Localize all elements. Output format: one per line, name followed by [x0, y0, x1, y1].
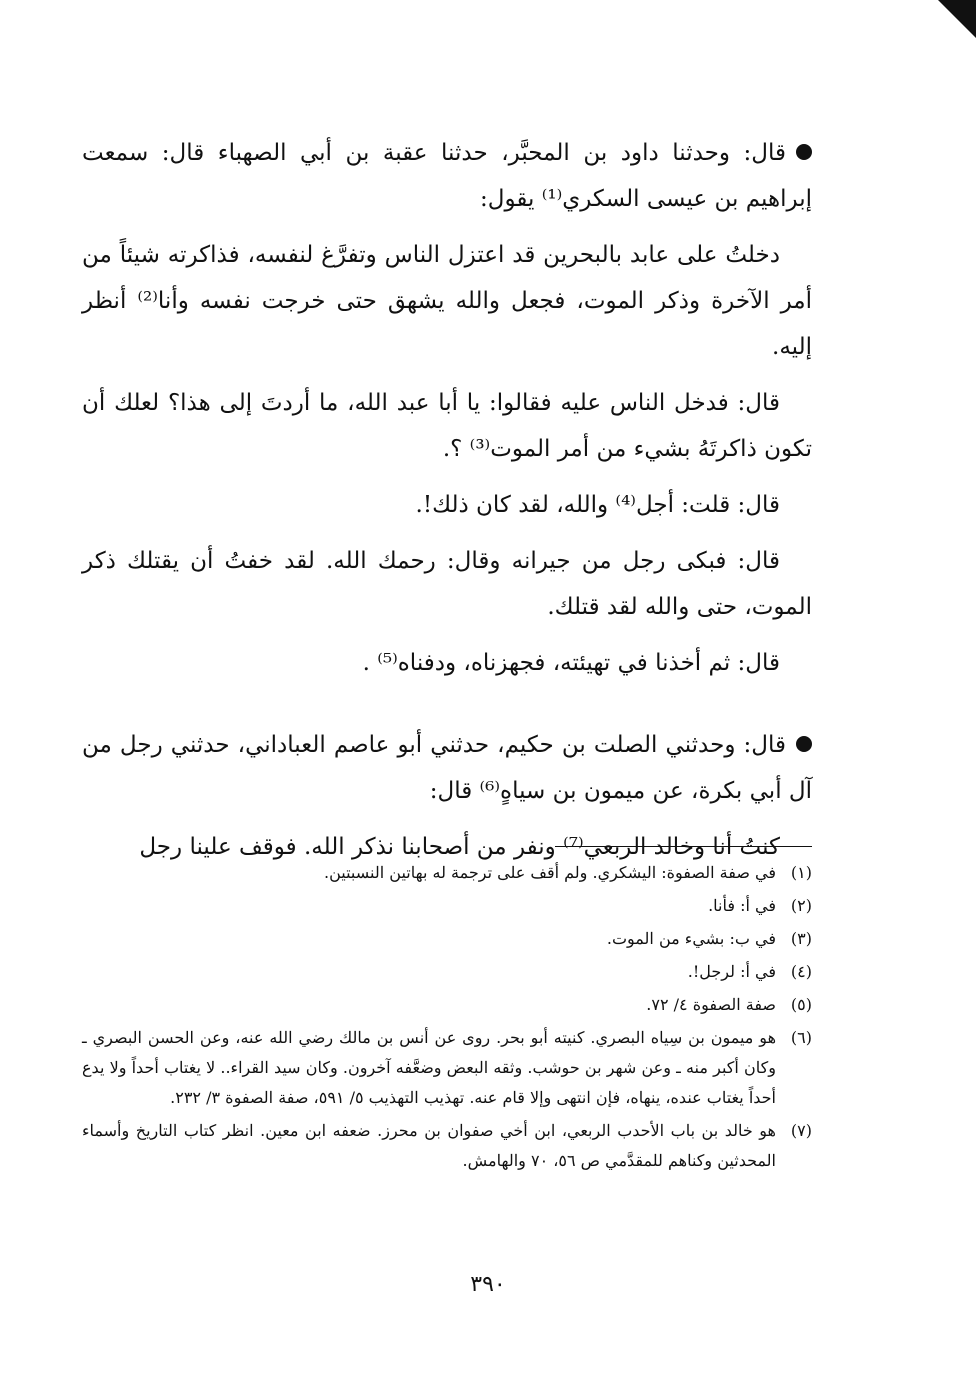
footnote-text: صفة الصفوة ٤/ ٧٢.	[646, 995, 776, 1014]
paragraph	[82, 482, 812, 528]
paragraph-text: دخلتُ على عابد بالبحرين قد اعتزل الناس وتفرَّغ لنفسه، فذاكرته شيئاً من أمر الآخرة وذكر الموت، فجعل والله يشهق حتى خرجت نفسه وأنا⁽²⁾ أنظر إليه.	[82, 242, 813, 360]
corner-mark	[938, 0, 976, 38]
paragraph-text: قال: ثم أخذنا في تهيئته، فجهزناه، ودفناه⁽⁵⁾ .	[362, 650, 780, 676]
footnote	[82, 924, 812, 954]
paragraph	[82, 380, 812, 472]
footnote-text: في صفة الصفوة: اليشكري. ولم أقف على ترجمة له بهاتين النسبتين.	[324, 863, 776, 882]
footnote-text: في ب: بشيء من الموت.	[606, 929, 776, 948]
bullet-icon	[796, 144, 812, 160]
paragraph-text: قال: فدخل الناس عليه فقالوا: يا أبا عبد الله، ما أردتَ إلى هذا؟ لعلك أن تكون ذاكرتَهُ بشيء من أمر الموت⁽³⁾ ؟.	[82, 390, 812, 462]
footnote-number: (٥)	[790, 995, 812, 1014]
paragraph-text: قال: فبكى رجل من جيرانه وقال: رحمك الله. لقد خفتُ أن يقتلك ذكر الموت، حتى والله لقد قتلك.	[82, 548, 812, 620]
paragraph-text: قال: وحدثني الصلت بن حكيم، حدثني أبو عاصم العباداني، حدثني رجل من آل أبي بكرة، عن ميمون بن سياهٍ⁽⁶⁾ قال:	[82, 732, 812, 804]
footnote-number: (٣)	[790, 929, 812, 948]
footnote	[82, 1116, 812, 1176]
main-text	[82, 130, 812, 880]
page-number: ٣٩٠	[470, 1272, 506, 1297]
footnote	[82, 858, 812, 888]
footnote	[82, 891, 812, 921]
footnotes	[82, 858, 812, 1179]
footnote	[82, 990, 812, 1020]
footnote-divider	[555, 846, 812, 847]
footnote-number: (١)	[790, 863, 812, 882]
paragraph	[82, 640, 812, 686]
footnote	[82, 1023, 812, 1113]
paragraph	[82, 722, 812, 814]
footnote-number: (٧)	[790, 1121, 812, 1140]
paragraph	[82, 232, 812, 370]
footnote-text: في أ: لرجل!.	[687, 962, 776, 981]
footnote-text: هو خالد بن باب الأحدب الربعي، ابن أخي صفوان بن محرز. ضعفه ابن معين. انظر كتاب التاريخ وأسماء المحدثين وكناهم للمقدَّمي ص ٥٦، ٧٠ والهامش.	[82, 1121, 776, 1170]
paragraph	[82, 538, 812, 630]
paragraph	[82, 130, 812, 222]
paragraph-text: قال: قلت: أجل⁽⁴⁾ والله، لقد كان ذلك!.	[415, 492, 780, 518]
footnote-number: (٤)	[790, 962, 812, 981]
footnote-number: (٢)	[790, 896, 812, 915]
footnote-text: في أ: فأنا.	[708, 896, 776, 915]
footnote	[82, 957, 812, 987]
footnote-text: هو ميمون بن سِياه البصري. كنيته أبو بحر. روى عن أنس بن مالك رضي الله عنه، وعن الحسن البصري ـ وكان أكبر منه ـ وعن شهر بن حوشب. وثقه البعض وضعَّفه آخرون. وكان سيد القراء.. لا يغتاب أحداً ولا يدع أحداً يغتاب عنده، ينهاه، فإن انتهى وإلا قام عنه. تهذيب التهذيب ٥/ ٥٩١، صفة الصفوة ٣/ ٢٣٢.	[82, 1028, 777, 1107]
footnote-number: (٦)	[790, 1028, 812, 1047]
paragraph-text: قال: وحدثنا داود بن المحبَّر، حدثنا عقبة بن أبي الصهباء قال: سمعت إبراهيم بن عيسى السكري⁽¹⁾ يقول:	[82, 140, 812, 212]
bullet-icon	[796, 736, 812, 752]
paragraph-text: كنتُ أنا وخالد الربعي⁽⁷⁾ ونفر من أصحابنا نذكر الله. فوقف علينا رجل	[139, 834, 780, 860]
